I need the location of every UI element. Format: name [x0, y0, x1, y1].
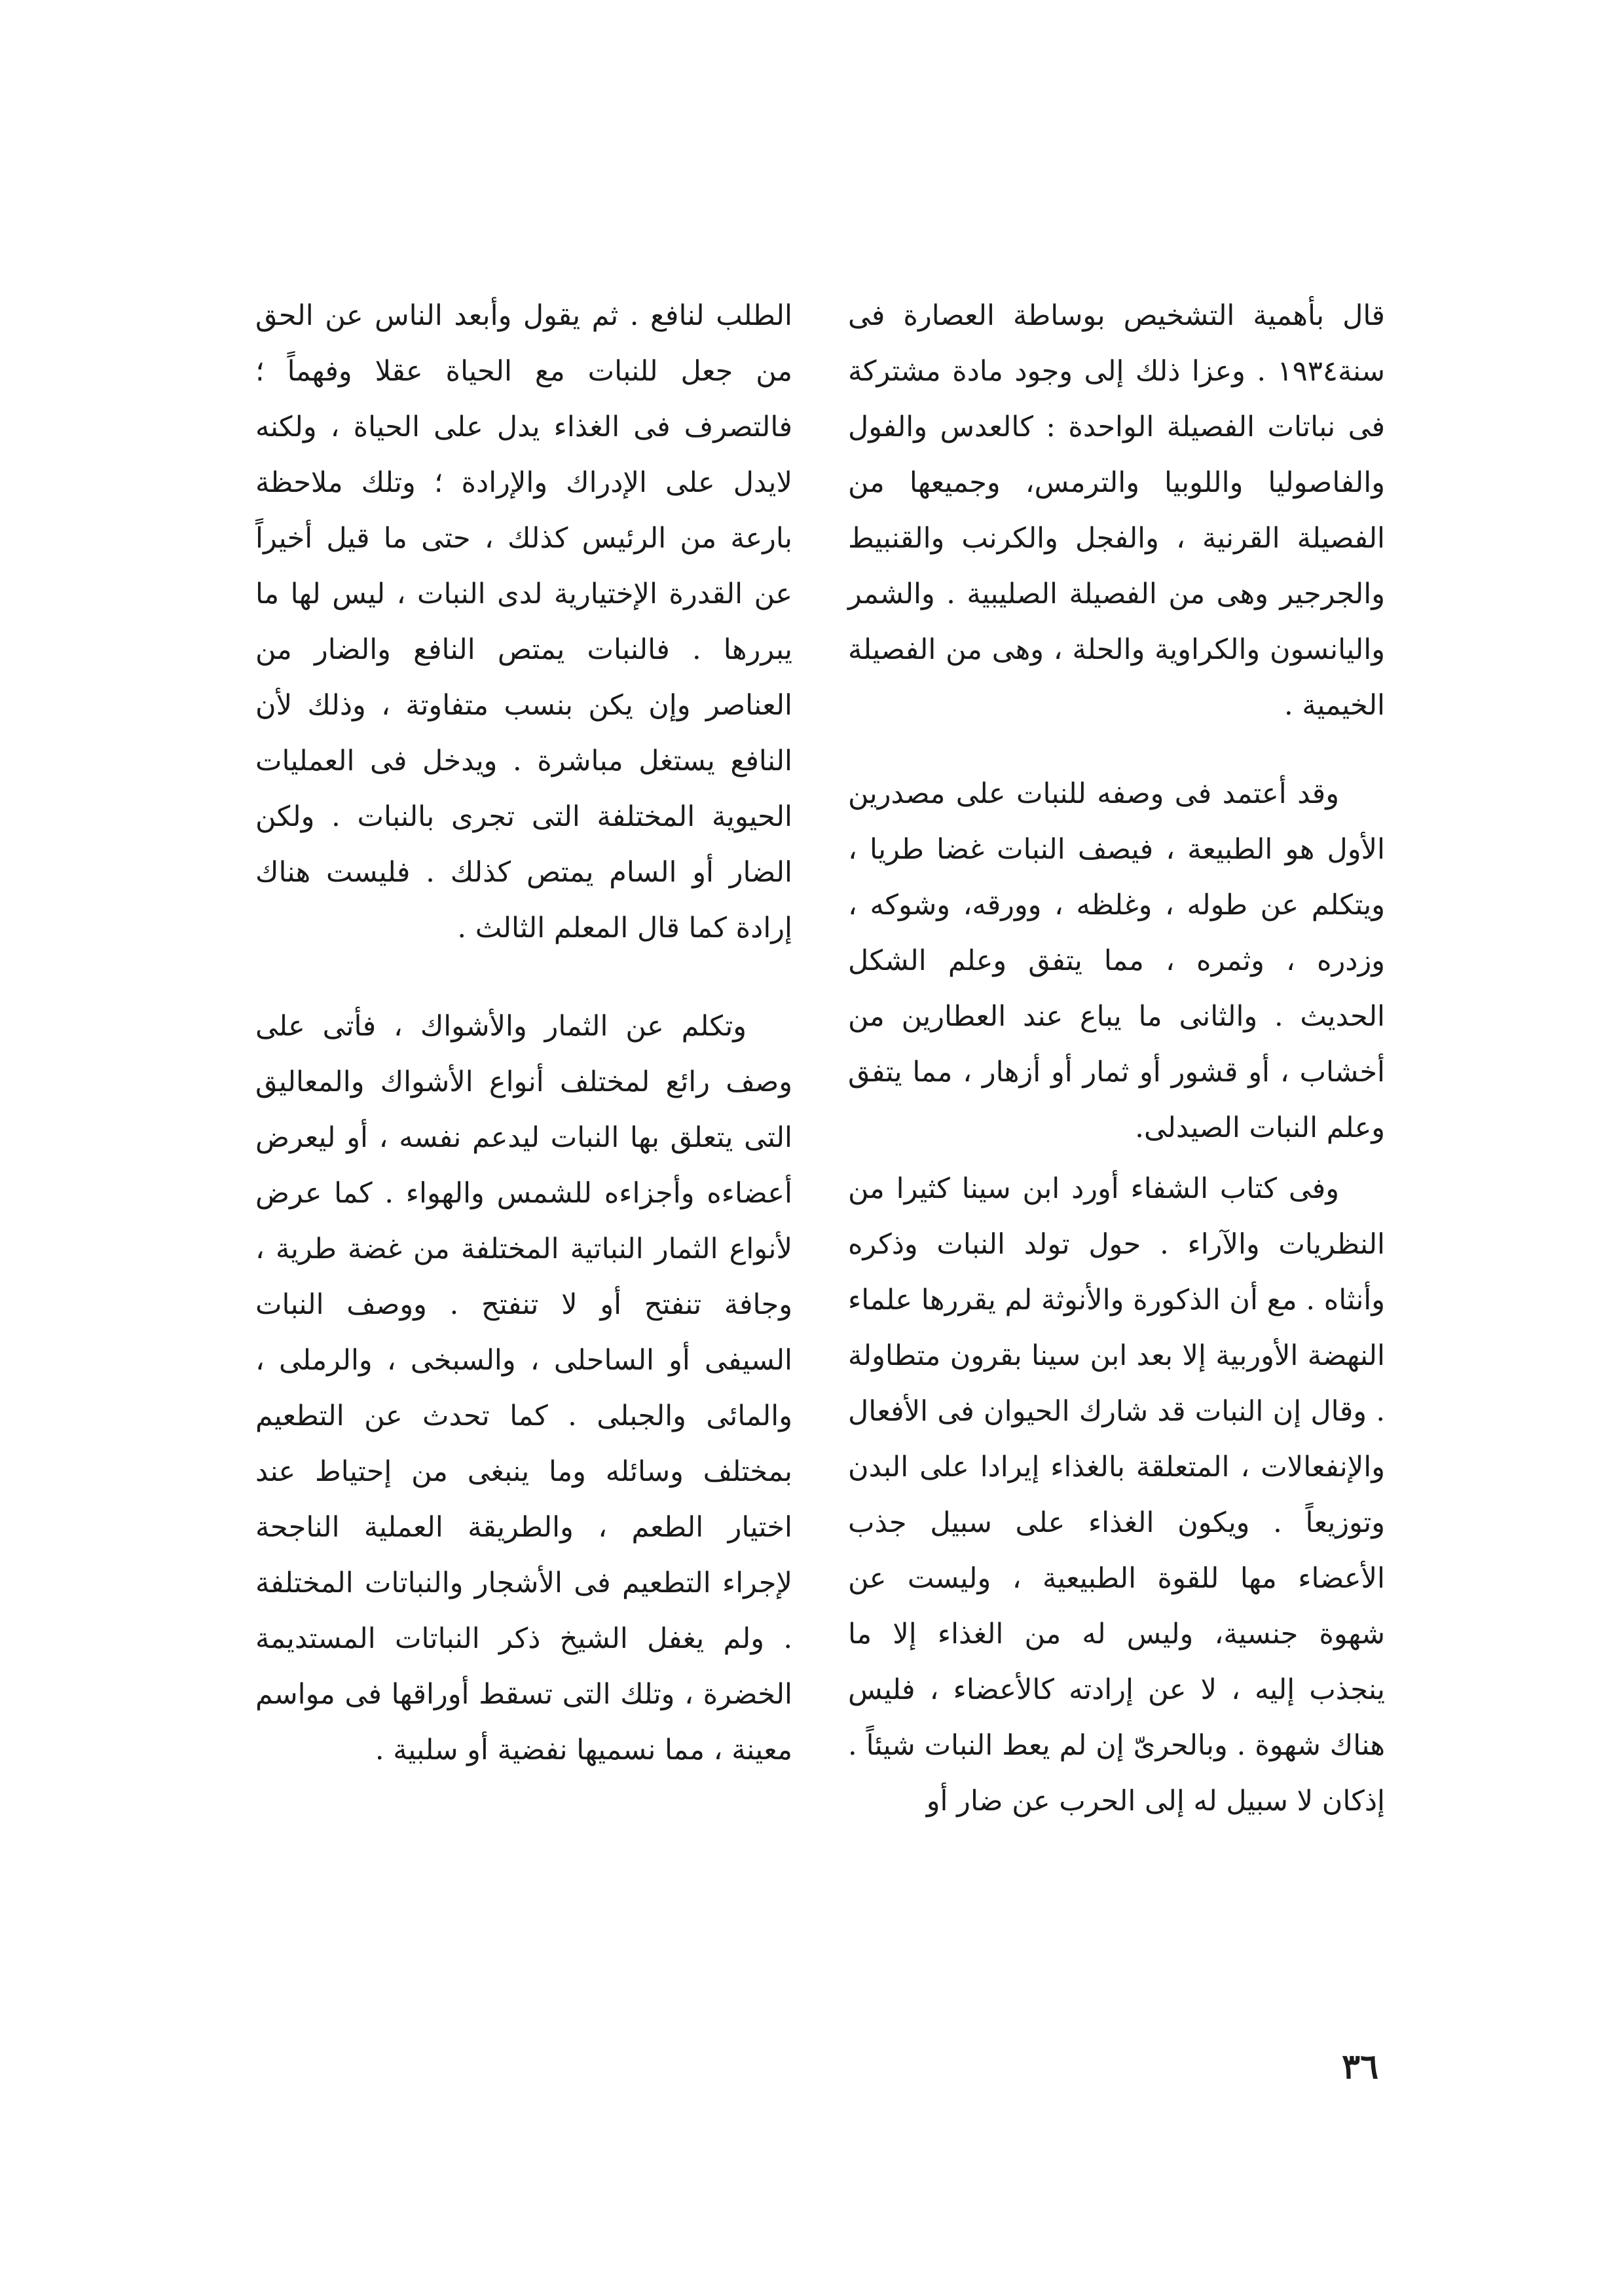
- left-column: [255, 288, 792, 1778]
- paragraph: وقد أعتمد فى وصفه للنبات على مصدرين الأول هو الطبيعة ، فيصف النبات غضا طريا ، ويتكلم عن طوله ، وغلظه ، وورقه، وشوكه ، وزدره ، وثمره ، مما يتفق وعلم الشكل الحديث . والثانى ما يباع عند العطارين من أخشاب ، أو قشور أو ثمار أو أزهار ، مما يتفق وعلم النبات الصيدلى.: [848, 777, 1385, 1144]
- paragraph: وتكلم عن الثمار والأشواك ، فأتى على وصف رائع لمختلف أنواع الأشواك والمعاليق التى يتعلق بها النبات ليدعم نفسه ، أو ليعرض أعضاءه وأجزاءه للشمس والهواء . كما عرض لأنواع الثمار النباتية المختلفة من غضة طرية ، وجافة تنفتح أو لا تنفتح . ووصف النبات السيفى أو الساحلى ، والسبخى ، والرملى ، والمائى والجبلى . كما تحدث عن التطعيم بمختلف وسائله وما ينبغى من إحتياط عند اختيار الطعم ، والطريقة العملية الناجحة لإجراء التطعيم فى الأشجار والنباتات المختلفة . ولم يغفل الشيخ ذكر النباتات المستديمة الخضرة ، وتلك التى تسقط أوراقها فى مواسم معينة ، مما نسميها نفضية أو سلبية .: [255, 1010, 793, 1766]
- paragraph: قال بأهمية التشخيص بوساطة العصارة فى سنة١٩٣٤ . وعزا ذلك إلى وجود مادة مشتركة فى نباتات الفصيلة الواحدة : كالعدس والفول والفاصوليا واللوبيا والترمس، وجميعها من الفصيلة القرنية ، والفجل والكرنب والقنبيط والجرجير وهى من الفصيلة الصليبية . والشمر واليانسون والكراوية والحلة ، وهى من الفصيلة الخيمية .: [848, 299, 1385, 722]
- paragraph: الطلب لنافع . ثم يقول وأبعد الناس عن الحق من جعل للنبات مع الحياة عقلا وفهماً ؛ فالتصرف فى الغذاء يدل على الحياة ، ولكنه لايدل على الإدراك والإرادة ؛ وتلك ملاحظة بارعة من الرئيس كذلك ، حتى ما قيل أخيراً عن القدرة الإختيارية لدى النبات ، ليس لها ما يبررها . فالنبات يمتص النافع والضار من العناصر وإن يكن بنسب متفاوتة ، وذلك لأن النافع يستغل مباشرة . ويدخل فى العمليات الحيوية المختلفة التى تجرى بالنبات . ولكن الضار أو السام يمتص كذلك . فليست هناك إرادة كما قال المعلم الثالث .: [255, 299, 792, 944]
- paragraph: وفى كتاب الشفاء أورد ابن سينا كثيرا من النظريات والآراء . حول تولد النبات وذكره وأنثاه . مع أن الذكورة والأنوثة لم يقررها علماء النهضة الأوربية إلا بعد ابن سينا بقرون متطاولة . وقال إن النبات قد شارك الحيوان فى الأفعال والإنفعالات ، المتعلقة بالغذاء إيرادا على البدن وتوزيعاً . ويكون الغذاء على سبيل جذب الأعضاء مها للقوة الطبيعية ، وليست عن شهوة جنسية، وليس له من الغذاء إلا ما ينجذب إليه ، لا عن إرادته كالأعضاء ، فليس هناك شهوة . وبالحرىّ إن لم يعط النبات شيئاً . إذكان لا سبيل له إلى الحرب عن ضار أو: [848, 1172, 1385, 1818]
- right-column: [848, 288, 1385, 1829]
- page-number: ٣٦: [1342, 2047, 1378, 2087]
